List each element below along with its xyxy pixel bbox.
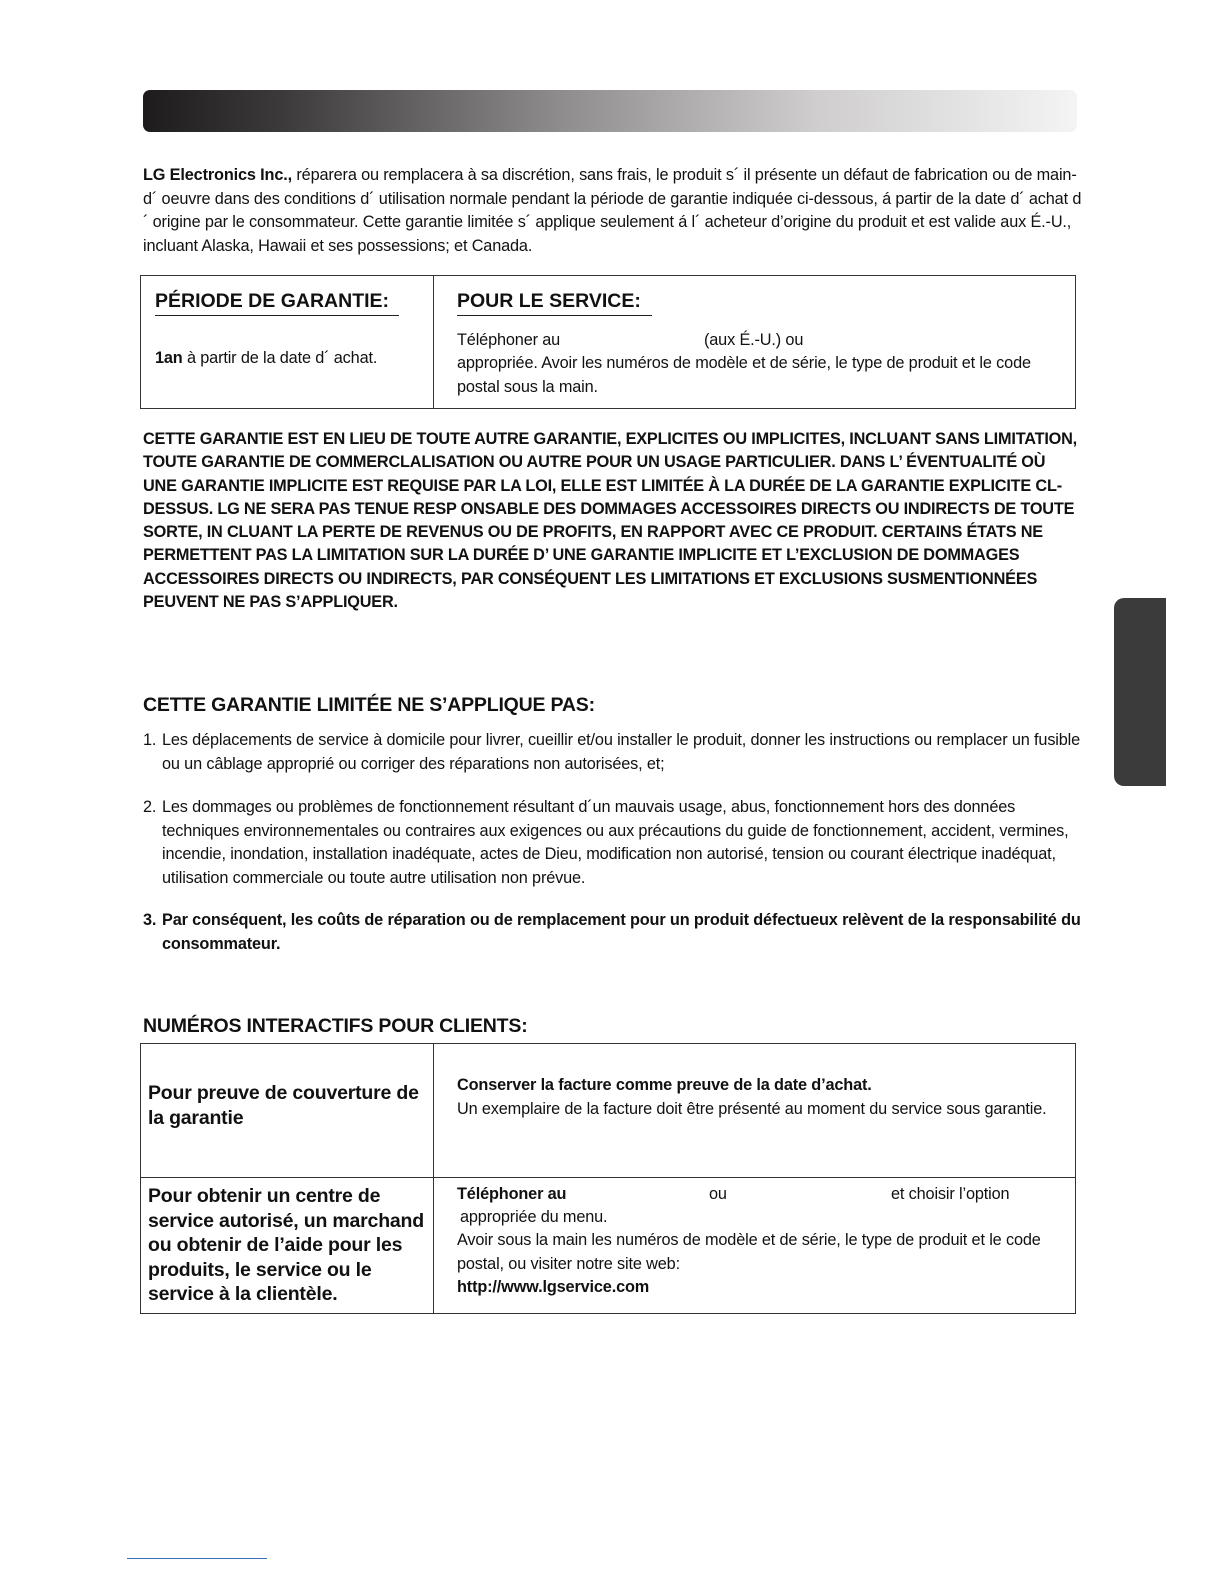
- row2-instructions: Avoir sous la main les numéros de modèle et de série, le type de produit et le code postal, ou visiter notre site web:: [457, 1231, 1041, 1273]
- disclaimer-paragraph: CETTE GARANTIE EST EN LIEU DE TOUTE AUTRE GARANTIE, EXPLICITES OU IMPLICITES, INCLUANT SANS LIMITATION, TOUTE GARANTIE DE COMMERCLALISATION OU AUTRE POUR UN USAGE PARTICULIER. DANS L’ ÉVENTUALITÉ OÙ UNE GARANTIE IMPLICITE EST REQUISE PAR LA LOI, ELLE EST LIMITÉE À LA DURÉE DE LA GARANTIE EXPLICITE CL-DESSUS. LG NE SERA PAS TENUE RESP ONSABLE DES DOMMAGES ACCESSOIRES DIRECTS OU INDIRECTS DE TOUTE SORTE, IN CLUANT LA PERTE DE REVENUS OU DE PROFITS, EN RAPPORT AVEC CE PRODUIT. CERTAINS ÉTATS NE PERMETTENT PAS LA LIMITATION SUR LA DURÉE D’ UNE GARANTIE IMPLICITE ET L’EXCLUSION DE DOMMAGES ACCESSOIRES DIRECTS OU INDIRECTS, PAR CONSÉQUENT LES LIMITATIONS ET EXCLUSIONS SUSMENTIONNÉES PEUVENT NE PAS S’APPLIQUER.: [143, 430, 1077, 612]
- exclusion-item-3: 3. Par conséquent, les coûts de réparation ou de remplacement pour un produit défectueux relèvent de la responsabilité du consommateur.: [143, 911, 1081, 953]
- customer-numbers-title: NUMÉROS INTERACTIFS POUR CLIENTS:: [143, 1015, 528, 1037]
- service-phone-label: Téléphoner au: [457, 331, 561, 349]
- company-name: LG Electronics Inc.,: [143, 166, 293, 184]
- warranty-period-value: 1an à partir de la date d´ achat.: [155, 349, 378, 367]
- period-duration: 1an: [155, 349, 183, 367]
- invoice-instructions: Un exemplaire de la facture doit être présenté au moment du service sous garantie.: [457, 1099, 1047, 1118]
- exclusion-item-1: 1. Les déplacements de service à domicile pour livrer, cueillir et/ou installer le produit, donner les instructions ou remplacer un fusible ou un câblage approprié ou corriger des réparations non autorisées, et;: [143, 731, 1081, 773]
- row2-menu: appropriée du menu.: [460, 1208, 608, 1226]
- row2-or: ou: [709, 1185, 727, 1203]
- service-center-label: Pour obtenir un centre de service autorisé, un marchand ou obtenir de l’aide pour les produits, le service ou le service à la clientèle.: [148, 1185, 424, 1305]
- warranty-period-header: PÉRIODE DE GARANTIE:: [155, 290, 399, 316]
- service-region: (aux É.-U.) ou: [704, 331, 804, 349]
- service-instructions: appropriée. Avoir les numéros de modèle et de série, le type de produit et le code postal sous la main.: [457, 354, 1031, 396]
- language-side-tab: [1114, 598, 1166, 786]
- warranty-proof-label: Pour preuve de couverture de la garantie: [148, 1082, 419, 1129]
- intro-paragraph: [143, 164, 1083, 258]
- service-header: POUR LE SERVICE:: [457, 290, 652, 316]
- row2-choose-option: et choisir l’option: [891, 1185, 1010, 1203]
- service-website-link[interactable]: http://www.lgservice.com: [457, 1278, 650, 1296]
- row2-call-label: Téléphoner au: [457, 1185, 567, 1203]
- footer-rule: [127, 1558, 267, 1559]
- intro-text: réparera ou remplacera à sa discrétion, sans frais, le produit s´ il présente un défaut de fabrication ou de main-d´ oeuvre dans des conditions d´ utilisation normale pendant la période de garantie indiquée ci-dessous, á partir de la date d´ achat d´ origine par le consommateur. Cette garantie limitée s´ applique seulement á l´ acheteur d’origine du produit et est valide aux É.-U., incluant Alaska, Hawaii et ses possessions; et Canada.: [143, 166, 1082, 255]
- exclusions-title: CETTE GARANTIE LIMITÉE NE S’APPLIQUE PAS:: [143, 694, 595, 716]
- warranty-proof-details: [457, 1074, 1057, 1121]
- keep-invoice-note: Conserver la facture comme preuve de la date d’achat.: [457, 1076, 872, 1094]
- exclusion-item-2: 2. Les dommages ou problèmes de fonctionnement résultant d´un mauvais usage, abus, fonctionnement hors des données techniques environnementales ou contraires aux exigences ou aux précautions du guide de fonctionnement, accident, vermines, incendie, inondation, installation inadéquate, actes de Dieu, modification non autorisé, tension ou courant électrique inadéquat, utilisation commerciale ou toute autre utilisation non prévue.: [143, 798, 1069, 887]
- header-banner: [143, 90, 1077, 132]
